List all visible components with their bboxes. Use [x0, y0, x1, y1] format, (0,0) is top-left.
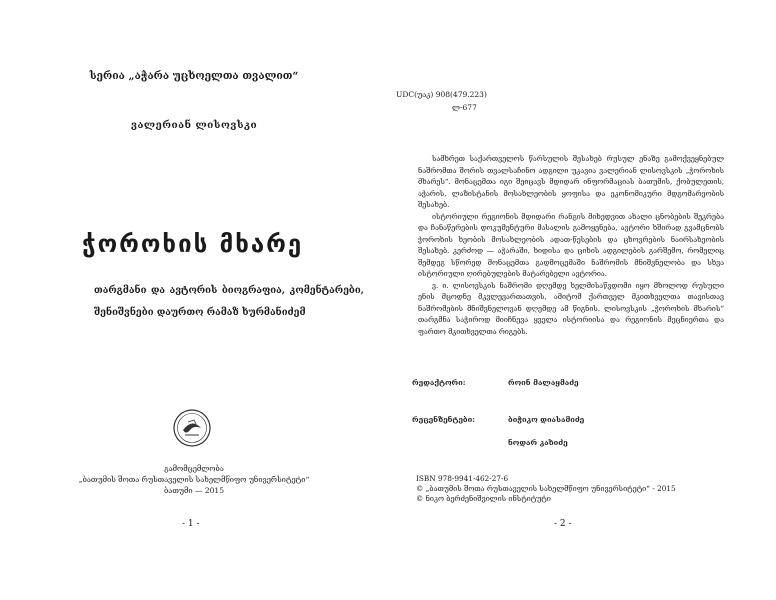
book-title: ჭოროხის მხარე	[82, 230, 304, 258]
page-number: - 2 -	[554, 519, 572, 529]
credit-label: რედაქტორი:	[412, 378, 466, 387]
right-page	[388, 0, 776, 600]
udc-line: UDC(უაკ) 908(479.223)	[396, 90, 487, 99]
credits	[412, 378, 584, 475]
reviewers-row	[412, 415, 584, 461]
annotation-paragraph: სამხრეთ საქართველოს წარსულის შესახებ რუსულ ენაზე გამოქვეყნებულ ნაშრომთა შორის თვალსაჩინო ადგილი უკავია ვალერიან ლისოვსკის „ჭოროხის მხარეს“. მონაცემთა იგი შეიცავს მდიდარ ინფორმაციას ბათუმის, ქობულეთის, აჭარის, ლაზისტანის მოსახლეობის ყოფისა და ეკონომიკური მდგომარეობის შესახებ.	[418, 154, 724, 209]
credit-name: ბიჭიკო დიასამიძე	[508, 415, 585, 424]
annotation-paragraph: ვ. ი. ლისოვსკის ნაშრომი დღემდე ხელმისაწვდომი იყო მხოლოდ რუსული ენის მცოდნე მკვლევართათვის, ამიტომ ქართველ მკითხველთა თავისთავ ნაშრომების მნიშვნელოვან დღემდე ამ წიგნის. ლისოვსკის „ჭოროხის მხარის“ თარგმნა საჭიროდ მიიჩნევა ყველა ისტორიისა და რეგიონის მეცნიერთა და ფართო მკითხველთა რიგებს.	[418, 280, 724, 336]
isbn: ISBN 978-9941-462-27-6	[416, 474, 509, 483]
credit-label: რეცენზენტები:	[412, 415, 475, 424]
imprint	[416, 474, 676, 504]
udc-line: ლ-677	[452, 103, 477, 112]
credit-names	[508, 415, 584, 461]
publisher-line: „ბათუმის შოთა რუსთაველის სახელმწიფო უნივერსიტეტი“	[78, 475, 310, 484]
page-number: - 1 -	[182, 519, 200, 529]
publisher-info	[0, 463, 388, 496]
editor-row	[412, 378, 584, 401]
udc-code	[396, 88, 487, 114]
copyright-line: © ნიკო ბერძენიშვილის ინსტიტუტი	[416, 494, 551, 503]
credit-names	[508, 378, 579, 401]
publisher-line: გამომცემლობა	[164, 464, 224, 473]
university-emblem-icon	[172, 408, 212, 448]
credit-name: ნოდარ კახიძე	[508, 438, 568, 447]
book-subtitle: თარგმანი და ავტორის ბიოგრაფია, კომენტარები, შენიშვნები დაურთო რამაზ ხურმანიძემ	[94, 285, 364, 318]
credit-name: როინ მალაყმაძე	[508, 378, 579, 387]
annotation-paragraph: ისტორიული რეგიონის მდიდარი რანგის მიხედვით ახალი ცნობების შეკრება და ჩანაწერების დოკუმენტური მასალის გამოყენება, ავტორი ხშირად გვამცნობს ჭოროხის ხეობის მოსახლეობის ადათ-წესების და ცხოვრების ნაირსახეობის შესახებ. კერძოდ — აჭარაში, ხიდისა და ციხის ადგილების გარშემო, რომელიც შემდეგ სწორედ მონაცემთა გადმოცემაში ნაშრომის მნიშვნელობა და სხვა ისტორიული ღირებულების მატარებელი ავტორია.	[418, 211, 724, 278]
publisher-line: ბათუმი — 2015	[164, 486, 224, 495]
copyright-line: © „ბათუმის შოთა რუსთაველის სახელმწიფო უნივერსიტეტი“ - 2015	[416, 484, 676, 493]
author-name: ვალერიან ლისოვსკი	[130, 120, 258, 131]
series-title: სერია „აჭარა უცხოელთა თვალით“	[89, 70, 299, 82]
annotation	[418, 153, 724, 337]
